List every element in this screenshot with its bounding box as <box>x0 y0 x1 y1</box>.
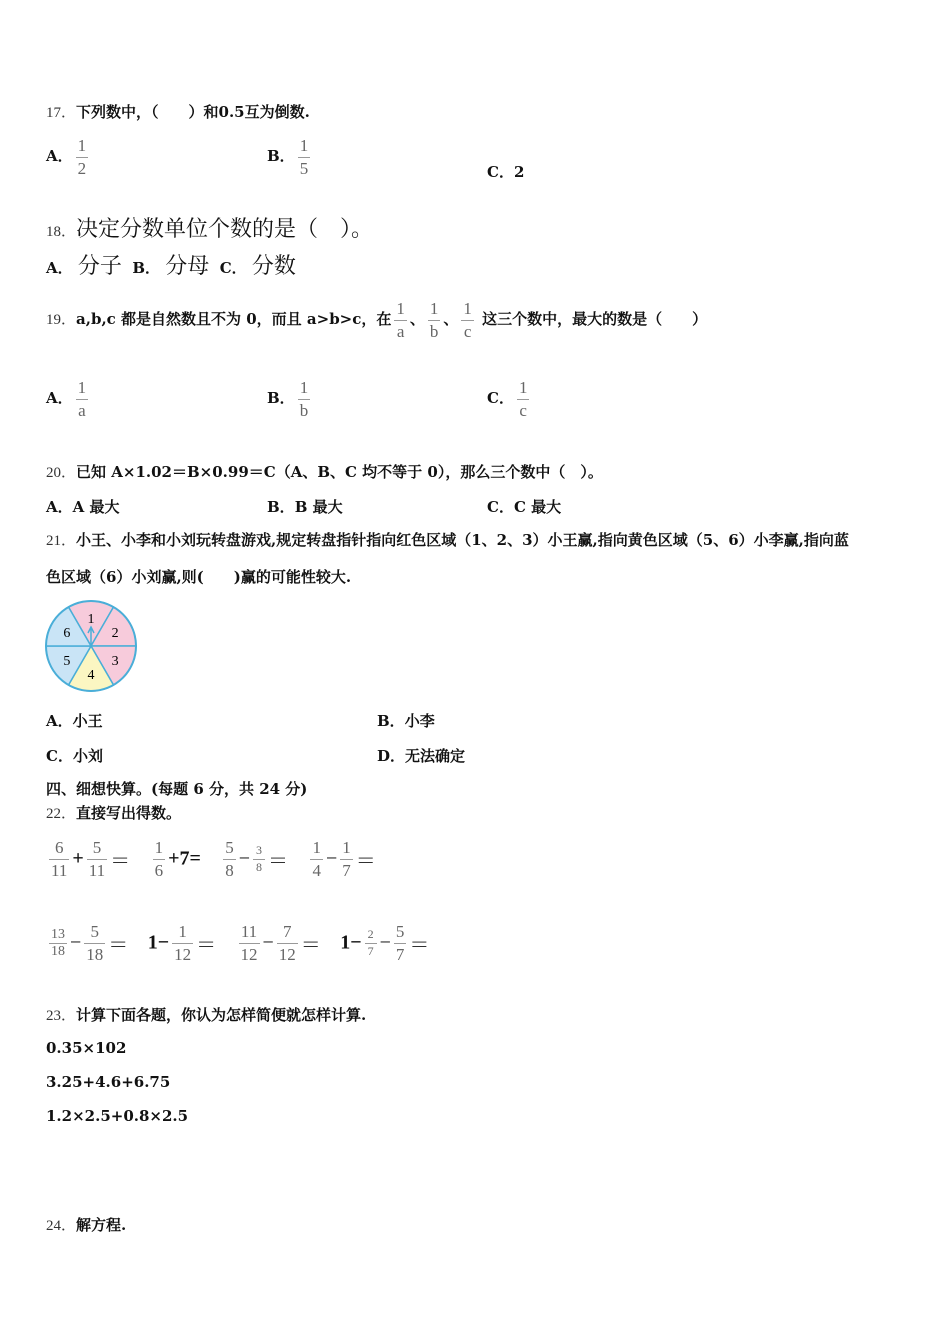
spinner-label: 4 <box>87 667 95 683</box>
q18-option-b[interactable]: B． 分母 <box>132 254 210 279</box>
question-21: 21．小王、小李和小刘玩转盘游戏,规定转盘指针指向红色区域（1、2、3）小王赢,指向黄色区域（5、6）小李赢,指向蓝 <box>46 531 849 549</box>
option-label: C． <box>487 163 514 181</box>
calc-item: 1.2×2.5+0.8×2.5 <box>46 1107 189 1125</box>
question-18 <box>46 216 373 244</box>
question-19: 19．a,b,c 都是自然数且不为 0，而且 a>b>c，在 $\frac{1}{a}$ 、 $\frac{1}{b}$ 、 $\frac{1}{c}$ 这三个数中，最大的数是（ ） <box>46 299 708 341</box>
question-20: 20．已知 A×1.02＝B×0.99＝C（A、B、C 均不等于 0），那么三个数中（ ）。 <box>46 463 603 481</box>
q20-option-c[interactable]: C．C 最大 <box>487 498 562 516</box>
spinner-image <box>43 598 139 694</box>
q21-option-d[interactable]: D．无法确定 <box>377 747 466 765</box>
fraction: $\frac{1}{c}$ <box>518 378 528 420</box>
spinner-label: 2 <box>111 626 119 642</box>
option-value: 2 <box>513 163 525 181</box>
q18-options <box>46 253 296 281</box>
question-22: 22．直接写出得数。 <box>46 804 182 822</box>
option-label: B． <box>267 147 295 165</box>
expression: $\frac{6}{11}$ + $\frac{5}{11}$ ＝ <box>51 838 131 880</box>
question-text: 已知 A×1.02＝B×0.99＝C（A、B、C 均不等于 0），那么三个数中（ ）。 <box>76 463 603 481</box>
calc-item: 0.35×102 <box>46 1039 127 1057</box>
q20-option-a[interactable]: A．A 最大 <box>46 498 120 516</box>
section-heading: 四、细想快算。(每题 6 分，共 24 分) <box>46 780 308 798</box>
q19-option-b[interactable]: B． $\frac{1}{b}$ <box>267 378 309 420</box>
math-row-2 <box>46 922 443 964</box>
expression: $\frac{5}{8}$ − $\frac{3}{8}$ ＝ <box>225 838 289 880</box>
q21-option-b[interactable]: B．小李 <box>377 712 435 730</box>
question-text: 小王、小李和小刘玩转盘游戏,规定转盘指针指向红色区域（1、2、3）小王赢,指向黄色区域（5、6）小李赢,指向蓝 <box>76 531 849 549</box>
question-24: 24．解方程. <box>46 1216 127 1234</box>
expression: $\frac{1}{4}$ − $\frac{1}{7}$ ＝ <box>312 838 376 880</box>
option-label: A． <box>46 147 73 165</box>
q17-option-a[interactable] <box>46 136 91 178</box>
q20-option-b[interactable]: B．B 最大 <box>267 498 343 516</box>
question-text-a: a,b,c 都是自然数且不为 0，而且 a>b>c，在 <box>76 310 392 328</box>
fraction: $\frac{1}{a}$ <box>77 378 87 420</box>
fraction-1-b: $\frac{1}{b}$ <box>429 299 439 341</box>
spinner-label: 3 <box>111 653 119 669</box>
math-row-1 <box>46 838 390 880</box>
question-number: 18． <box>46 224 77 240</box>
fraction-1-a: $\frac{1}{a}$ <box>396 299 405 341</box>
question-21-line2: 色区域（6）小刘赢,则( )赢的可能性较大. <box>46 568 352 586</box>
question-text-b: 这三个数中，最大的数是（ ） <box>482 310 708 328</box>
question-23: 23．计算下面各题，你认为怎样简便就怎样计算. <box>46 1006 367 1024</box>
calc-item: 3.25+4.6+6.75 <box>46 1073 171 1091</box>
fraction-1-c: $\frac{1}{c}$ <box>463 299 472 341</box>
question-17 <box>46 102 310 123</box>
q19-option-a[interactable]: A． $\frac{1}{a}$ <box>46 378 87 420</box>
expression: $\frac{1}{6}$ +7= <box>154 838 201 880</box>
fraction: $\frac{1}{b}$ <box>299 378 309 420</box>
q17-option-b[interactable] <box>267 136 313 178</box>
expression: 1− $\frac{1}{12}$ ＝ <box>147 922 217 964</box>
spinner-label: 6 <box>63 626 71 642</box>
spinner-label: 5 <box>63 653 71 669</box>
question-number: 17． <box>46 105 77 121</box>
question-text: 下列数中，（ ）和0.5互为倒数. <box>76 103 310 121</box>
q18-option-a[interactable]: A． 分子 <box>46 254 122 279</box>
q21-option-a[interactable]: A．小王 <box>46 712 103 730</box>
expression: 1− $\frac{2}{7}$ − $\frac{5}{7}$ ＝ <box>340 922 430 964</box>
question-text: 决定分数单位个数的是（ ）。 <box>76 217 374 242</box>
q18-option-c[interactable]: C． 分数 <box>219 254 296 279</box>
fraction: $\frac{1}{2}$ <box>77 136 87 178</box>
spinner-label: 1 <box>87 612 95 628</box>
q17-option-c[interactable] <box>487 161 524 182</box>
q21-option-c[interactable]: C．小刘 <box>46 747 103 765</box>
fraction: $\frac{1}{5}$ <box>299 136 309 178</box>
question-number: 19． <box>46 312 77 328</box>
expression: $\frac{13}{18}$ − $\frac{5}{18}$ ＝ <box>51 922 129 964</box>
expression: $\frac{11}{12}$ − $\frac{7}{12}$ ＝ <box>240 922 321 964</box>
q19-option-c[interactable]: C． $\frac{1}{c}$ <box>487 378 528 420</box>
